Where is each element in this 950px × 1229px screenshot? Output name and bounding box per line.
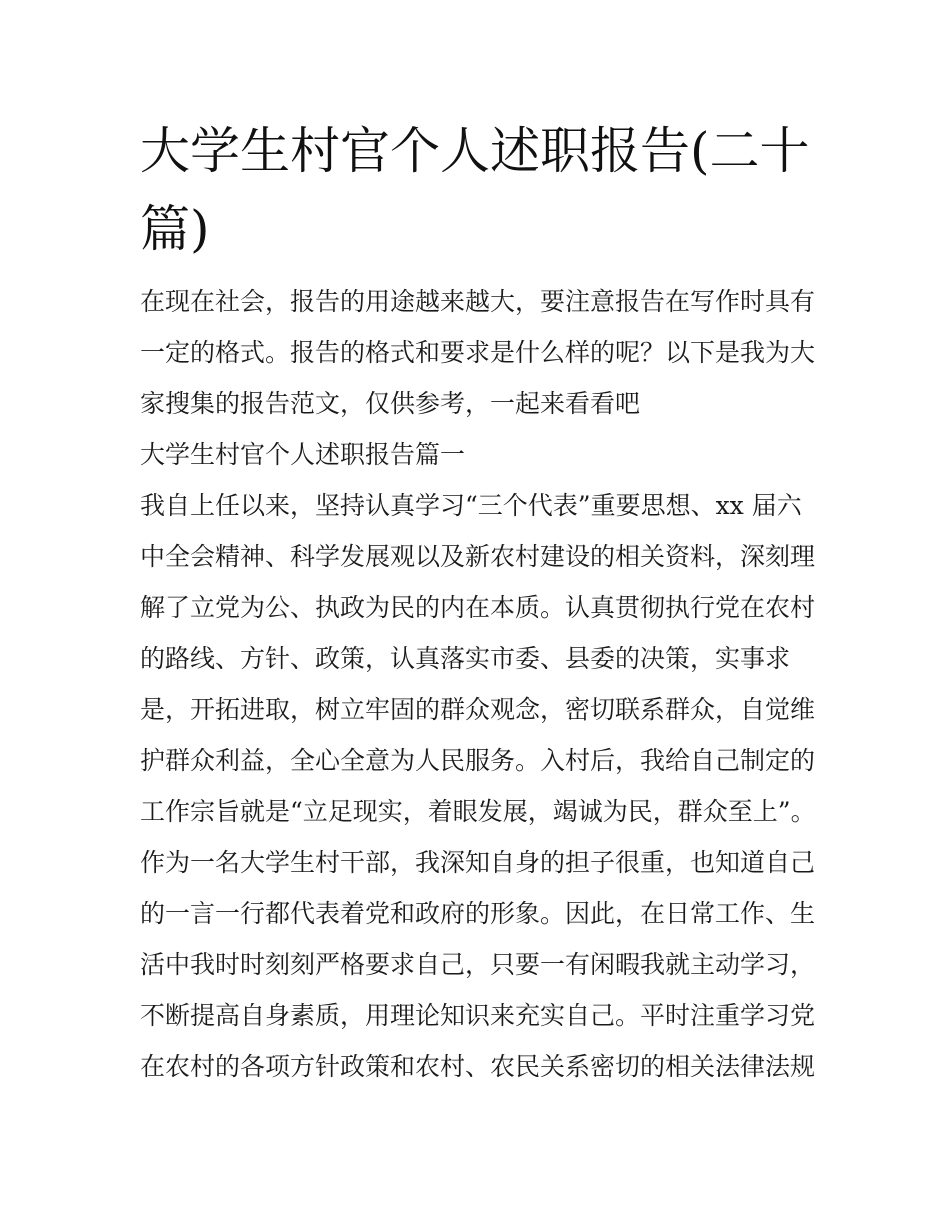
paragraph-line-12: 在农村的各项方针政策和农村、农民关系密切的相关法律法规 [140, 1052, 816, 1081]
paragraph-line-7: 工作宗旨就是“立足现实，着眼发展，竭诚为民，群众至上”。 [140, 797, 816, 826]
paragraph-line-3: 解了立党为公、执政为民的内在本质。认真贯彻执行党在农村 [140, 593, 816, 622]
paragraph-line-9: 的一言一行都代表着党和政府的形象。因此，在日常工作、生 [140, 899, 816, 928]
paragraph-line-8: 作为一名大学生村干部，我深知自身的担子很重，也知道自己 [140, 848, 816, 877]
section-heading: 大学生村官个人述职报告篇一 [140, 440, 466, 469]
paragraph-line-10: 活中我时时刻刻严格要求自己，只要一有闲暇我就主动学习， [140, 950, 816, 979]
paragraph-line-11: 不断提高自身素质，用理论知识来充实自己。平时注重学习党 [140, 1001, 816, 1030]
title-line-2: 篇) [140, 200, 210, 258]
intro-line-1: 在现在社会，报告的用途越来越大，要注意报告在写作时具有 [140, 287, 816, 316]
document-body [140, 276, 815, 1092]
paragraph-line-6: 护群众利益，全心全意为人民服务。入村后，我给自己制定的 [140, 746, 816, 775]
paragraph-line-4: 的路线、方针、政策，认真落实市委、县委的决策，实事求 [140, 644, 791, 673]
paragraph-line-1: 我自上任以来，坚持认真学习“三个代表”重要思想、xx 届六 [140, 491, 802, 520]
intro-line-3: 家搜集的报告范文，仅供参考，一起来看看吧 [140, 389, 641, 418]
intro-line-2: 一定的格式。报告的格式和要求是什么样的呢？以下是我为大 [140, 338, 816, 367]
title-line-1: 大学生村官个人述职报告(二十 [140, 122, 810, 180]
document-title [140, 112, 820, 268]
paragraph-line-2: 中全会精神、科学发展观以及新农村建设的相关资料，深刻理 [140, 542, 816, 571]
paragraph-line-5: 是，开拓进取，树立牢固的群众观念，密切联系群众，自觉维 [140, 695, 816, 724]
